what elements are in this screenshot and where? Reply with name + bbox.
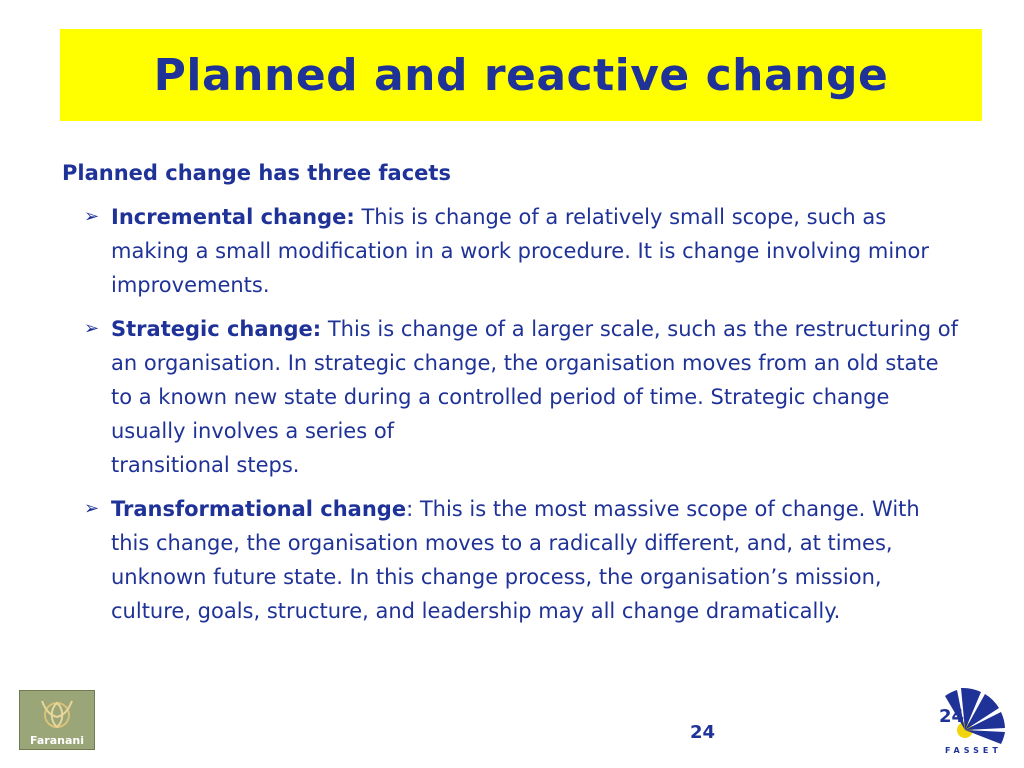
arrow-bullet-icon: ➢ — [84, 206, 100, 227]
bullet-term: Strategic change: — [111, 317, 322, 341]
faranani-logo — [19, 690, 95, 750]
bullet-text-continued: transitional steps. — [111, 453, 300, 477]
bullet-term: Transformational change — [111, 497, 407, 521]
bullet-text: This is change of a relatively small scope, such as making a small modification in a work procedure. It is change involving minor improvements. — [111, 205, 929, 297]
bullet-list — [84, 200, 964, 638]
bullet-text: This is change of a larger scale, such as the restructuring of an organisation. In strategic change, the organisation moves from an old state to a known new state during a controlled period of time. Strategic change usually involves a series of — [111, 317, 959, 443]
arrow-bullet-icon: ➢ — [84, 498, 100, 519]
bullet-strategic — [84, 312, 964, 482]
page-number: 24 — [690, 722, 716, 743]
logo-page-number: 24 — [939, 706, 965, 727]
fasset-logo — [935, 680, 1013, 760]
fasset-logo-text: FASSET — [945, 746, 1002, 755]
slide-title: Planned and reactive change — [153, 49, 889, 101]
arrow-bullet-icon: ➢ — [84, 318, 100, 339]
faranani-logo-text: Faranani — [30, 734, 84, 747]
bullet-incremental — [84, 200, 964, 302]
subheading: Planned change has three facets — [62, 161, 451, 185]
bullet-text: : This is the most massive scope of change. With this change, the organisation moves to a radically different, and, at times, unknown future state. In this change process, the organisation’s mission, culture, goals, structure, and leadership may all change dramatically. — [111, 497, 920, 623]
bullet-transformational — [84, 492, 964, 628]
bullet-term: Incremental change: — [111, 205, 355, 229]
title-bar — [60, 29, 982, 121]
